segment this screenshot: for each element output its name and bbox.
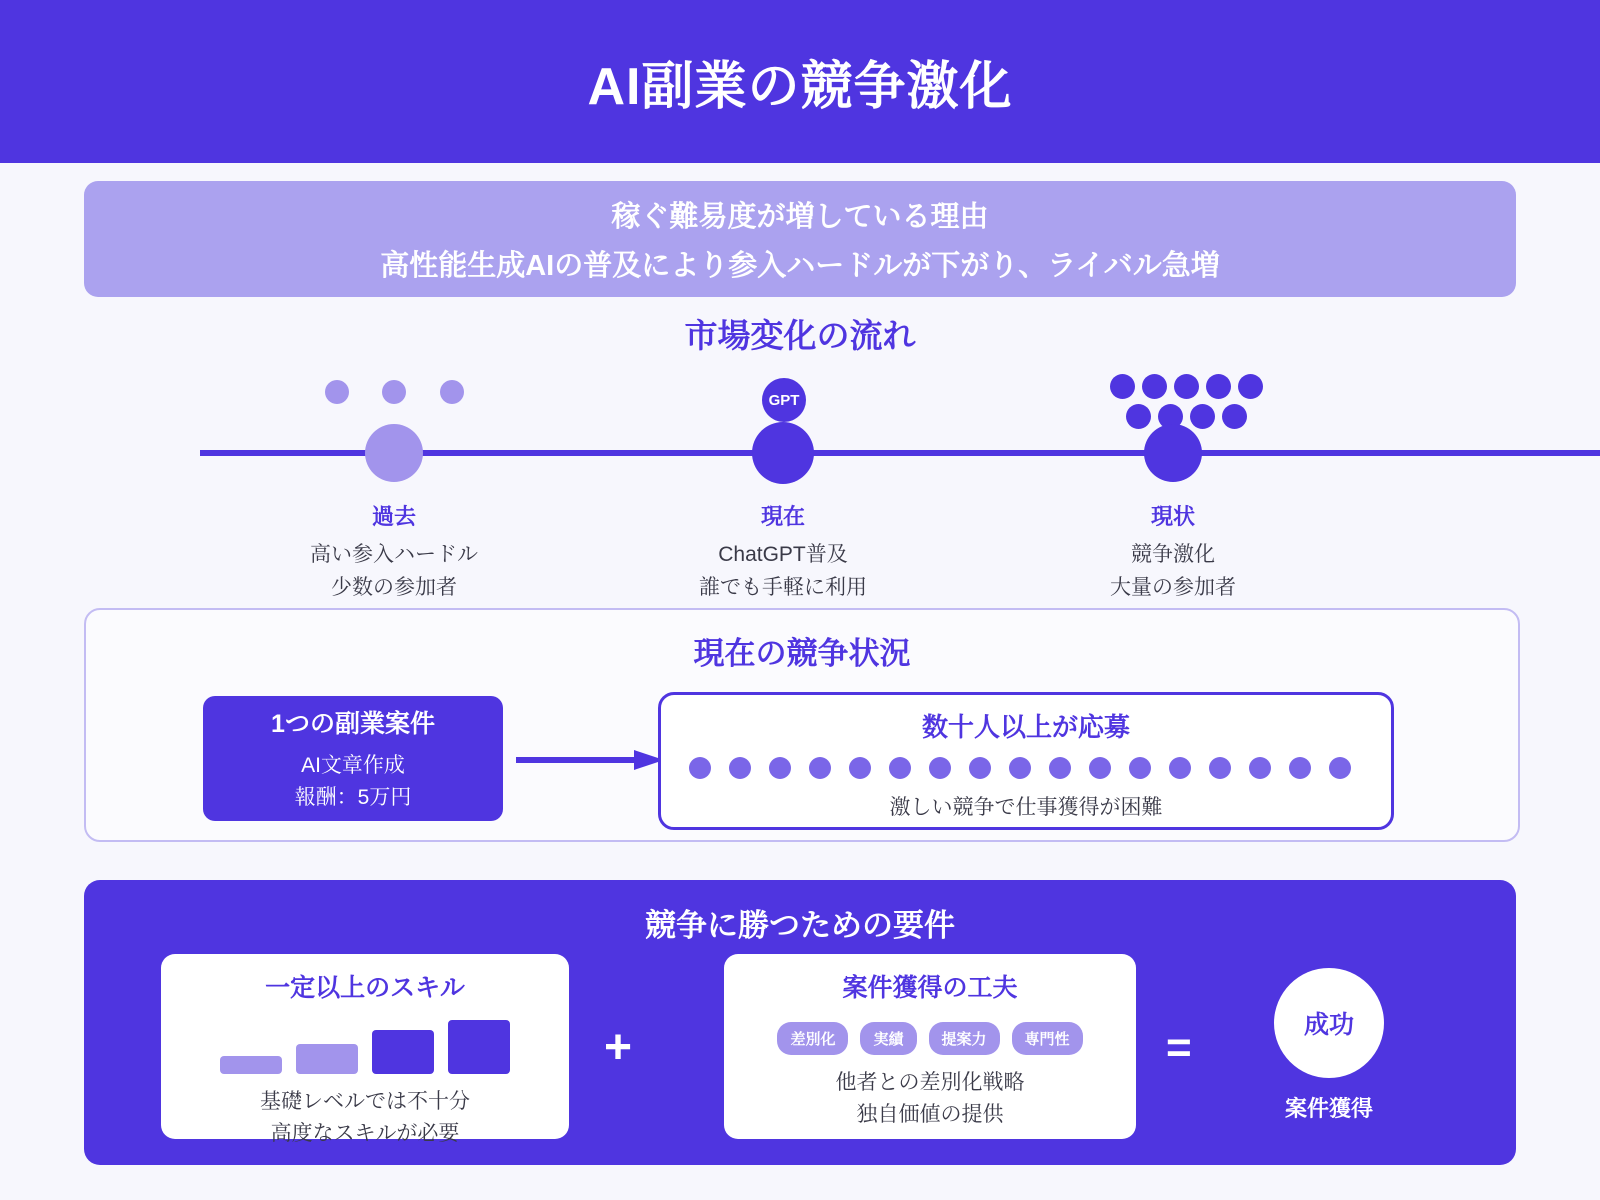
skill-bar [448,1020,510,1074]
timeline-label-now [623,500,943,604]
strategy-tag-list [724,1022,1136,1055]
competition-panel [84,608,1520,842]
requirements-title: 競争に勝つための要件 [645,908,955,943]
stage-desc-1: 競争激化 [1131,543,1215,566]
strategy-card-title: 案件獲得の工夫 [842,974,1018,1002]
stage-desc-2: 大量の参加者 [1110,575,1236,599]
requirements-panel [84,880,1516,1165]
participant-dot [1222,404,1247,429]
strategy-tag: 提案力 [929,1022,1000,1055]
skill-bar [220,1056,282,1074]
gpt-badge: GPT [762,378,806,422]
job-card-line-2: 報酬：5万円 [294,785,412,809]
timeline-node-past [365,424,423,482]
job-card-line-1: AI文章作成 [301,754,405,777]
strategy-tag: 差別化 [777,1022,848,1055]
applicants-box [658,692,1394,830]
arrow-icon [516,750,666,770]
strategy-tag: 実績 [860,1022,916,1055]
timeline-label-past [234,500,554,604]
job-card-title: 1つの副業案件 [271,710,435,738]
applicant-dot [809,757,831,779]
applicant-dot [1049,757,1071,779]
applicants-dot-row [689,757,1369,781]
applicant-dot [929,757,951,779]
timeline-node-now [752,422,814,484]
participant-dot [1206,374,1231,399]
strategy-card-note-2: 独自価値の提供 [856,1102,1004,1126]
participant-dot [1126,404,1151,429]
subtitle-line-1: 稼ぐ難易度が増している理由 [611,201,989,233]
timeline-label-current [1013,500,1333,604]
applicant-dot [1089,757,1111,779]
success-badge: 成功 [1274,968,1384,1078]
subtitle-band [84,181,1516,297]
applicant-dot [1329,757,1351,779]
success-caption: 案件獲得 [1284,1096,1373,1121]
participant-dot [325,380,349,404]
applicants-note: 激しい競争で仕事獲得が困難 [889,796,1163,819]
strategy-card-note-1: 他者との差別化戦略 [835,1071,1025,1094]
skill-card-title: 一定以上のスキル [265,974,465,1002]
stage-desc-2: 誰でも手軽に利用 [699,575,867,599]
participant-dot [1142,374,1167,399]
applicant-dot [1129,757,1151,779]
participant-dot [1174,374,1199,399]
plus-operator: + [604,1021,633,1074]
job-card [203,696,503,821]
timeline-node-current [1144,424,1202,482]
timeline-title: 市場変化の流れ [684,317,916,354]
timeline-diagram [0,360,1600,599]
skill-card-note-2: 高度なスキルが必要 [270,1121,460,1145]
stage-desc-1: ChatGPT普及 [718,543,848,566]
participant-dot [1238,374,1263,399]
participant-dot [1110,374,1135,399]
page-title: AI副業の競争激化 [587,58,1013,116]
skill-bar [372,1030,434,1074]
applicant-dot [969,757,991,779]
skill-bar-chart [161,1018,569,1074]
participant-dot [1190,404,1215,429]
applicant-dot [1249,757,1271,779]
competition-title: 現在の競争状況 [693,636,911,671]
header-banner [0,0,1600,163]
applicant-dot [849,757,871,779]
strategy-card [724,954,1136,1139]
applicant-dot [889,757,911,779]
stage-label: 過去 [371,504,416,529]
subtitle-line-2: 高性能生成AIの普及により参入ハードルが下がり、ライバル急増 [380,250,1220,282]
applicant-dot [729,757,751,779]
applicant-dot [1169,757,1191,779]
applicant-dot [1289,757,1311,779]
applicants-title: 数十人以上が応募 [921,712,1130,742]
stage-label: 現在 [760,504,805,529]
applicant-dot [1009,757,1031,779]
applicant-dot [769,757,791,779]
equals-operator: = [1166,1023,1192,1072]
stage-label: 現状 [1150,504,1195,529]
skill-card-note-1: 基礎レベルでは不十分 [260,1090,470,1113]
applicant-dot [689,757,711,779]
applicant-dot [1209,757,1231,779]
participant-dot [440,380,464,404]
skill-card [161,954,569,1145]
stage-desc-1: 高い参入ハードル [310,543,478,566]
skill-bar [296,1044,358,1074]
strategy-tag: 専門性 [1012,1022,1083,1055]
participant-dot [382,380,406,404]
stage-desc-2: 少数の参加者 [331,575,457,599]
